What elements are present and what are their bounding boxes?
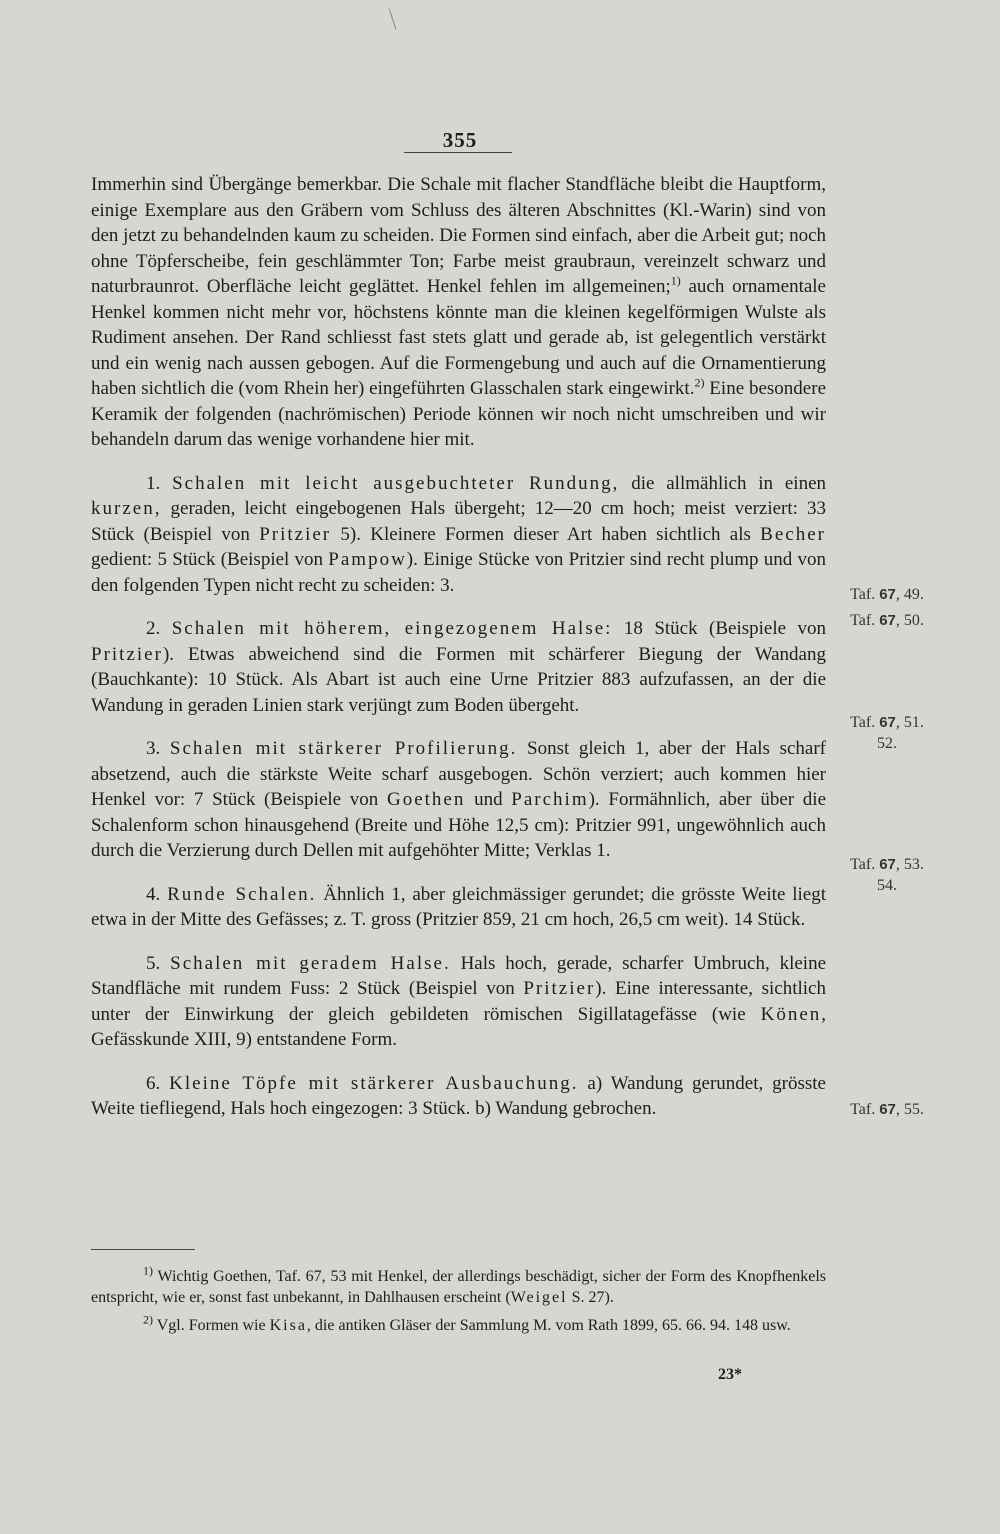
footnote-ref-2[interactable]: 2) (694, 375, 705, 390)
intro-paragraph: Immerhin sind Übergänge bemerkbar. Die Schale mit flacher Standfläche bleibt die Hauptform, einige Exemplare aus den Gräbern vom Schluss des älteren Abschnittes (Kl.-Warin) sind von den jetzt zu behandelnden kaum zu scheiden. Die Formen sind einfach, aber die Arbeit gut; noch ohne Töpferscheibe, fein geschlämmter Ton; Farbe meist graubraun, vereinzelt schwarz und naturbraunrot. Oberfläche leicht geglättet. Henkel fehlen im allgemeinen;$^{1)}$ auch ornamentale Henkel kommen nicht mehr vor, höchstens könnte man die kleinen kegelförmigen Wulste als Rudiment ansehen. Der Rand schliesst fast stets glatt und gerade ab, ist gelegentlich verstärkt und ein wenig nach aussen gebogen. Auf die Formengebung und auch auf die Ornamentierung haben sichtlich die (vom Rhein her) eingeführten Glasschalen stark eingewirkt.$^{2)}$ Eine besondere Keramik der folgenden (nachrömischen) Periode können wir noch nicht umschreiben und wir behandeln darum das wenige vorhandene hier mit. (91, 174, 826, 450)
body-text (91, 172, 826, 1122)
footnote-2: $^{2)}$ Vgl. Formen wie Kisa, die antiken Gläser der Sammlung M. vom Rath 1899, 65. 66. 94. 148 usw. (143, 1312, 791, 1334)
section-2-heading: Schalen mit höherem, eingezogenem Halse: (171, 618, 613, 639)
footnote-ref-1[interactable]: 1) (670, 273, 681, 288)
paper-mark (389, 8, 397, 29)
section-2: 2. Schalen mit höherem, eingezogenem Halse: 18 Stück (Beispiele von Pritzier). Etwas abweichend sind die Formen mit schärferer Biegung der Wandang (Bauchkante): 10 Stück. Als Abart ist auch eine Urne Pritzier 883 aufzufassen, an der die Wandung in geraden Linien stark verjüngt zum Boden übergeht. (91, 618, 827, 716)
margin-note-3: Taf. 67, 51. 52. (850, 714, 924, 752)
section-4: 4. Runde Schalen. Ähnlich 1, aber gleichmässiger gerundet; die grösste Weite liegt etwa in der Mitte des Gefässes; z. T. gross (Pritzier 859, 21 cm hoch, 26,5 cm weit). 14 Stück. (91, 883, 826, 930)
margin-note-2: Taf. 67, 50. (850, 612, 924, 629)
footnote-1: $^{1)}$ Wichtig Goethen, Taf. 67, 53 mit Henkel, der allerdings beschädigt, sicher der Form des Knopfhenkels entspricht, wie er, sonst fast unbekannt, in Dahlhausen erscheint (Weigel S. 27). (91, 1263, 826, 1306)
section-3-heading: Schalen mit stärkerer Profilierung. (169, 738, 518, 759)
margin-note-4: Taf. 67, 53. 54. (850, 856, 924, 894)
section-4-heading: Runde Schalen. (167, 883, 317, 905)
section-5: 5. Schalen mit geradem Halse. Hals hoch, gerade, scharfer Umbruch, kleine Standfläche mit rundem Fuss: 2 Stück (Beispiel von Pritzier). Eine interessante, sichtlich unter der Einwirkung der gleich gebildeten römischen Sigillatagefässe (wie Könen, Gefässkunde XIII, 9) entstandene Form. (91, 952, 827, 1050)
footnote-rule (91, 1249, 195, 1250)
section-1-heading: Schalen mit leicht ausgebuchteter Rundung, (172, 472, 620, 494)
margin-note-5: Taf. 67, 55. (850, 1101, 924, 1118)
margin-note-1: Taf. 67, 49. (850, 586, 924, 603)
footnotes (91, 1263, 826, 1336)
page-number-rule (404, 152, 512, 153)
section-6: 6. Kleine Töpfe mit stärkerer Ausbauchung. a) Wandung gerundet, grösste Weite tiefliegend, Hals hoch eingezogen: 3 Stück. b) Wandung gebrochen. (91, 1072, 826, 1119)
signature-mark: 23* (718, 1366, 742, 1383)
section-6-heading: Kleine Töpfe mit stärkerer Ausbauchung. (169, 1072, 579, 1094)
page-number: 355 (442, 128, 478, 152)
section-3: 3. Schalen mit stärkerer Profilierung. Sonst gleich 1, aber der Hals scharf absetzend, auch die stärkste Weite scharf ausgebogen. Schön verziert; auch kommen hier Henkel vor: 7 Stück (Beispiele von Goethen und Parchim). Formähnlich, aber über die Schalenform schon hinausgehend (Breite und Höhe 12,5 cm): Pritzier 991, ungewöhnlich auch durch die Verzierung durch Dellen mit aufgehöhter Mitte; Verklas 1. (91, 738, 827, 861)
section-5-heading: Schalen mit geradem Halse. (170, 952, 451, 974)
section-1: 1. Schalen mit leicht ausgebuchteter Rundung, die allmählich in einen kurzen, geraden, leicht eingebogenen Hals übergeht; 12—20 cm hoch; meist verziert: 33 Stück (Beispiel von Pritzier 5). Kleinere Formen dieser Art haben sichtlich als Becher gedient: 5 Stück (Beispiel von Pampow). Einige Stücke von Pritzier sind recht plump und von den folgenden Typen nicht recht zu scheiden: 3. (91, 472, 826, 596)
